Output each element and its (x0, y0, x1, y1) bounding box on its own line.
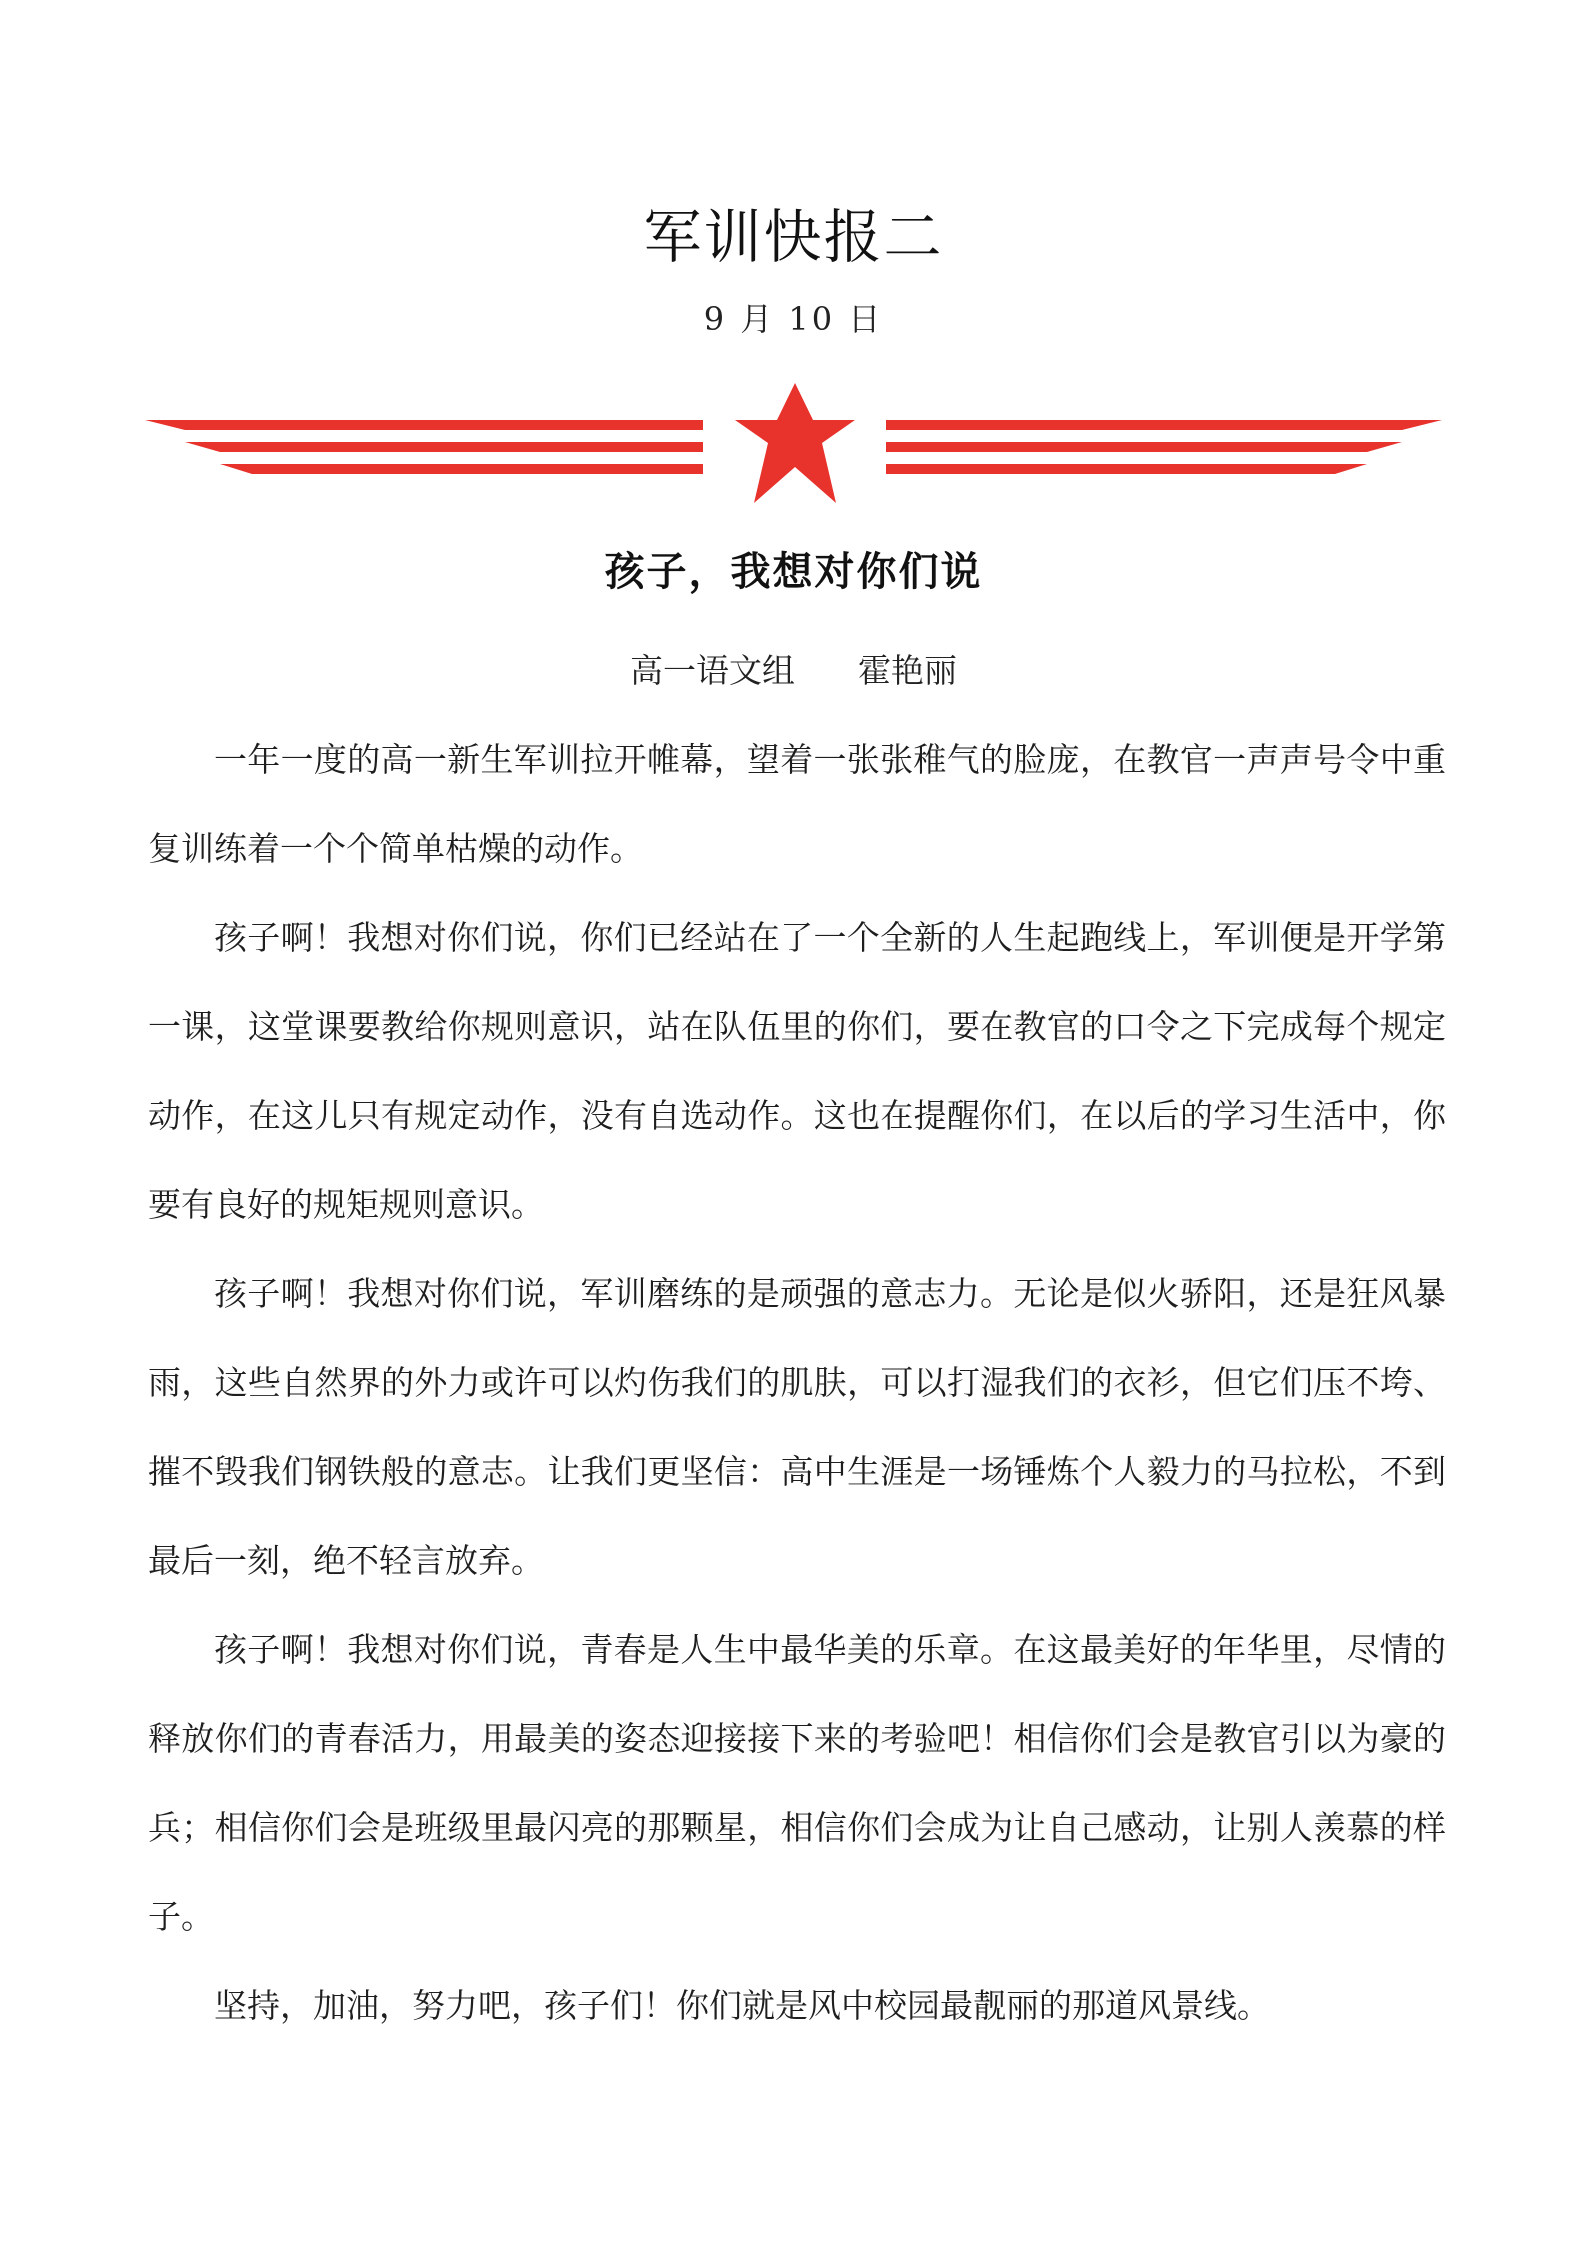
article-title: 孩子，我想对你们说 (604, 548, 983, 595)
article-paragraph: 坚持，加油，努力吧，孩子们！你们就是风中校园最靓丽的那道风景线。 (214, 1986, 1270, 2025)
page-date: 9 月 10 日 (703, 300, 884, 338)
red-star-with-wings-icon (0, 380, 1587, 520)
article-paragraph: 孩子啊！我想对你们说，青春是人生中最华美的乐章。在这最美好的年华里，尽情的释放你们的青春活力，用最美的姿态迎接接下来的考验吧！相信你们会是教官引以为豪的兵；相信你们会是班级里最闪亮的那颗星，相信你们会成为让自己感动，让别人羡慕的样子。 (148, 1630, 1446, 1936)
article-paragraph: 一年一度的高一新生军训拉开帷幕，望着一张张稚气的脸庞，在教官一声声号令中重复训练着一个个简单枯燥的动作。 (148, 740, 1446, 868)
star-shape (735, 383, 855, 503)
left-wing-stripe-bottom (220, 464, 703, 474)
right-wing-stripe-bottom (886, 464, 1367, 474)
article-paragraph: 孩子啊！我想对你们说，你们已经站在了一个全新的人生起跑线上，军训便是开学第一课，这堂课要教给你规则意识，站在队伍里的你们，要在教官的口令之下完成每个规定动作，在这儿只有规定动作，没有自选动作。这也在提醒你们，在以后的学习生活中，你要有良好的规矩规则意识。 (148, 918, 1446, 1224)
page-title: 军训快报二 (643, 203, 944, 271)
article-paragraph: 孩子啊！我想对你们说，军训磨练的是顽强的意志力。无论是似火骄阳，还是狂风暴雨，这些自然界的外力或许可以灼伤我们的肌肤，可以打湿我们的衣衫，但它们压不垮、摧不毁我们钢铁般的意志。让我们更坚信：高中生涯是一场锤炼个人毅力的马拉松，不到最后一刻，绝不轻言放弃。 (148, 1274, 1446, 1580)
article-body (148, 715, 1446, 2050)
right-wing-stripe-top (886, 420, 1442, 430)
article-byline: 高一语文组 霍艳丽 (630, 651, 957, 690)
left-wing-stripe-middle (185, 442, 703, 452)
left-wing-stripe-top (145, 420, 703, 430)
right-wing-stripe-middle (886, 442, 1402, 452)
